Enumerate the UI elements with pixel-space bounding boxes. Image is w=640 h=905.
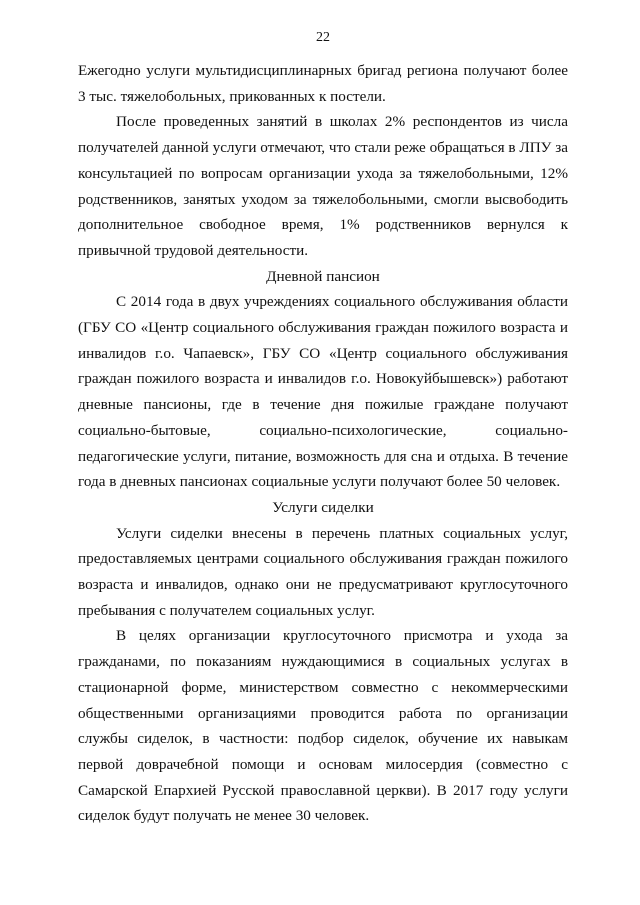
paragraph-caregiver-service-organization: В целях организации круглосуточного присмотра и ухода за гражданами, по показаниям нуждающимися в социальных услугах в стационарной форме, министерством совместно с некоммерческими общественными организациями проводится работа по организации службы сиделок, в частности: подбор сиделок, обучение их навыкам первой доврачебной помощи и основам милосердия (совместно с Самарской Епархией Русской православной церкви). В 2017 году услуги сиделок будут получать не менее 30 человек. (78, 627, 568, 825)
paragraph-caregiver-list: Услуги сиделки внесены в перечень платных социальных услуг, предоставляемых центрами социального обслуживания граждан пожилого возраста и инвалидов, однако они не предусматривают круглосуточного пребывания с получателем социальных услуг. (78, 524, 568, 619)
section-heading-day-pension: Дневной пансион (266, 267, 380, 285)
paragraph-day-pension: С 2014 года в двух учреждениях социального обслуживания области (ГБУ СО «Центр социального обслуживания граждан пожилого возраста и инвалидов г.о. Чапаевск», ГБУ СО «Центр социального обслуживания граждан пожилого возраста и инвалидов г.о. Новокуйбышевск») работают дневные пансионы, где в течение дня пожилые граждане получают социально-бытовые, социально-психологические, социально-педагогические услуги, питание, возможность для сна и отдыха. В течение года в дневных пансионах социальные услуги получают более 50 человек. (78, 293, 568, 491)
section-heading-caregiver-services: Услуги сиделки (272, 498, 374, 516)
document-body (78, 58, 568, 829)
paragraph-brigades: Ежегодно услуги мультидисциплинарных бригад региона получают более 3 тыс. тяжелобольных, прикованных к постели. (78, 62, 568, 105)
paragraph-school-results: После проведенных занятий в школах 2% респондентов из числа получателей данной услуги отмечают, что стали реже обращаться в ЛПУ за консультацией по вопросам организации ухода за тяжелобольными, 12% родственников, занятых уходом за тяжелобольными, смогли высвободить дополнительное свободное время, 1% родственников вернулся к привычной трудовой деятельности. (78, 113, 568, 259)
page-number: 22 (316, 30, 330, 45)
